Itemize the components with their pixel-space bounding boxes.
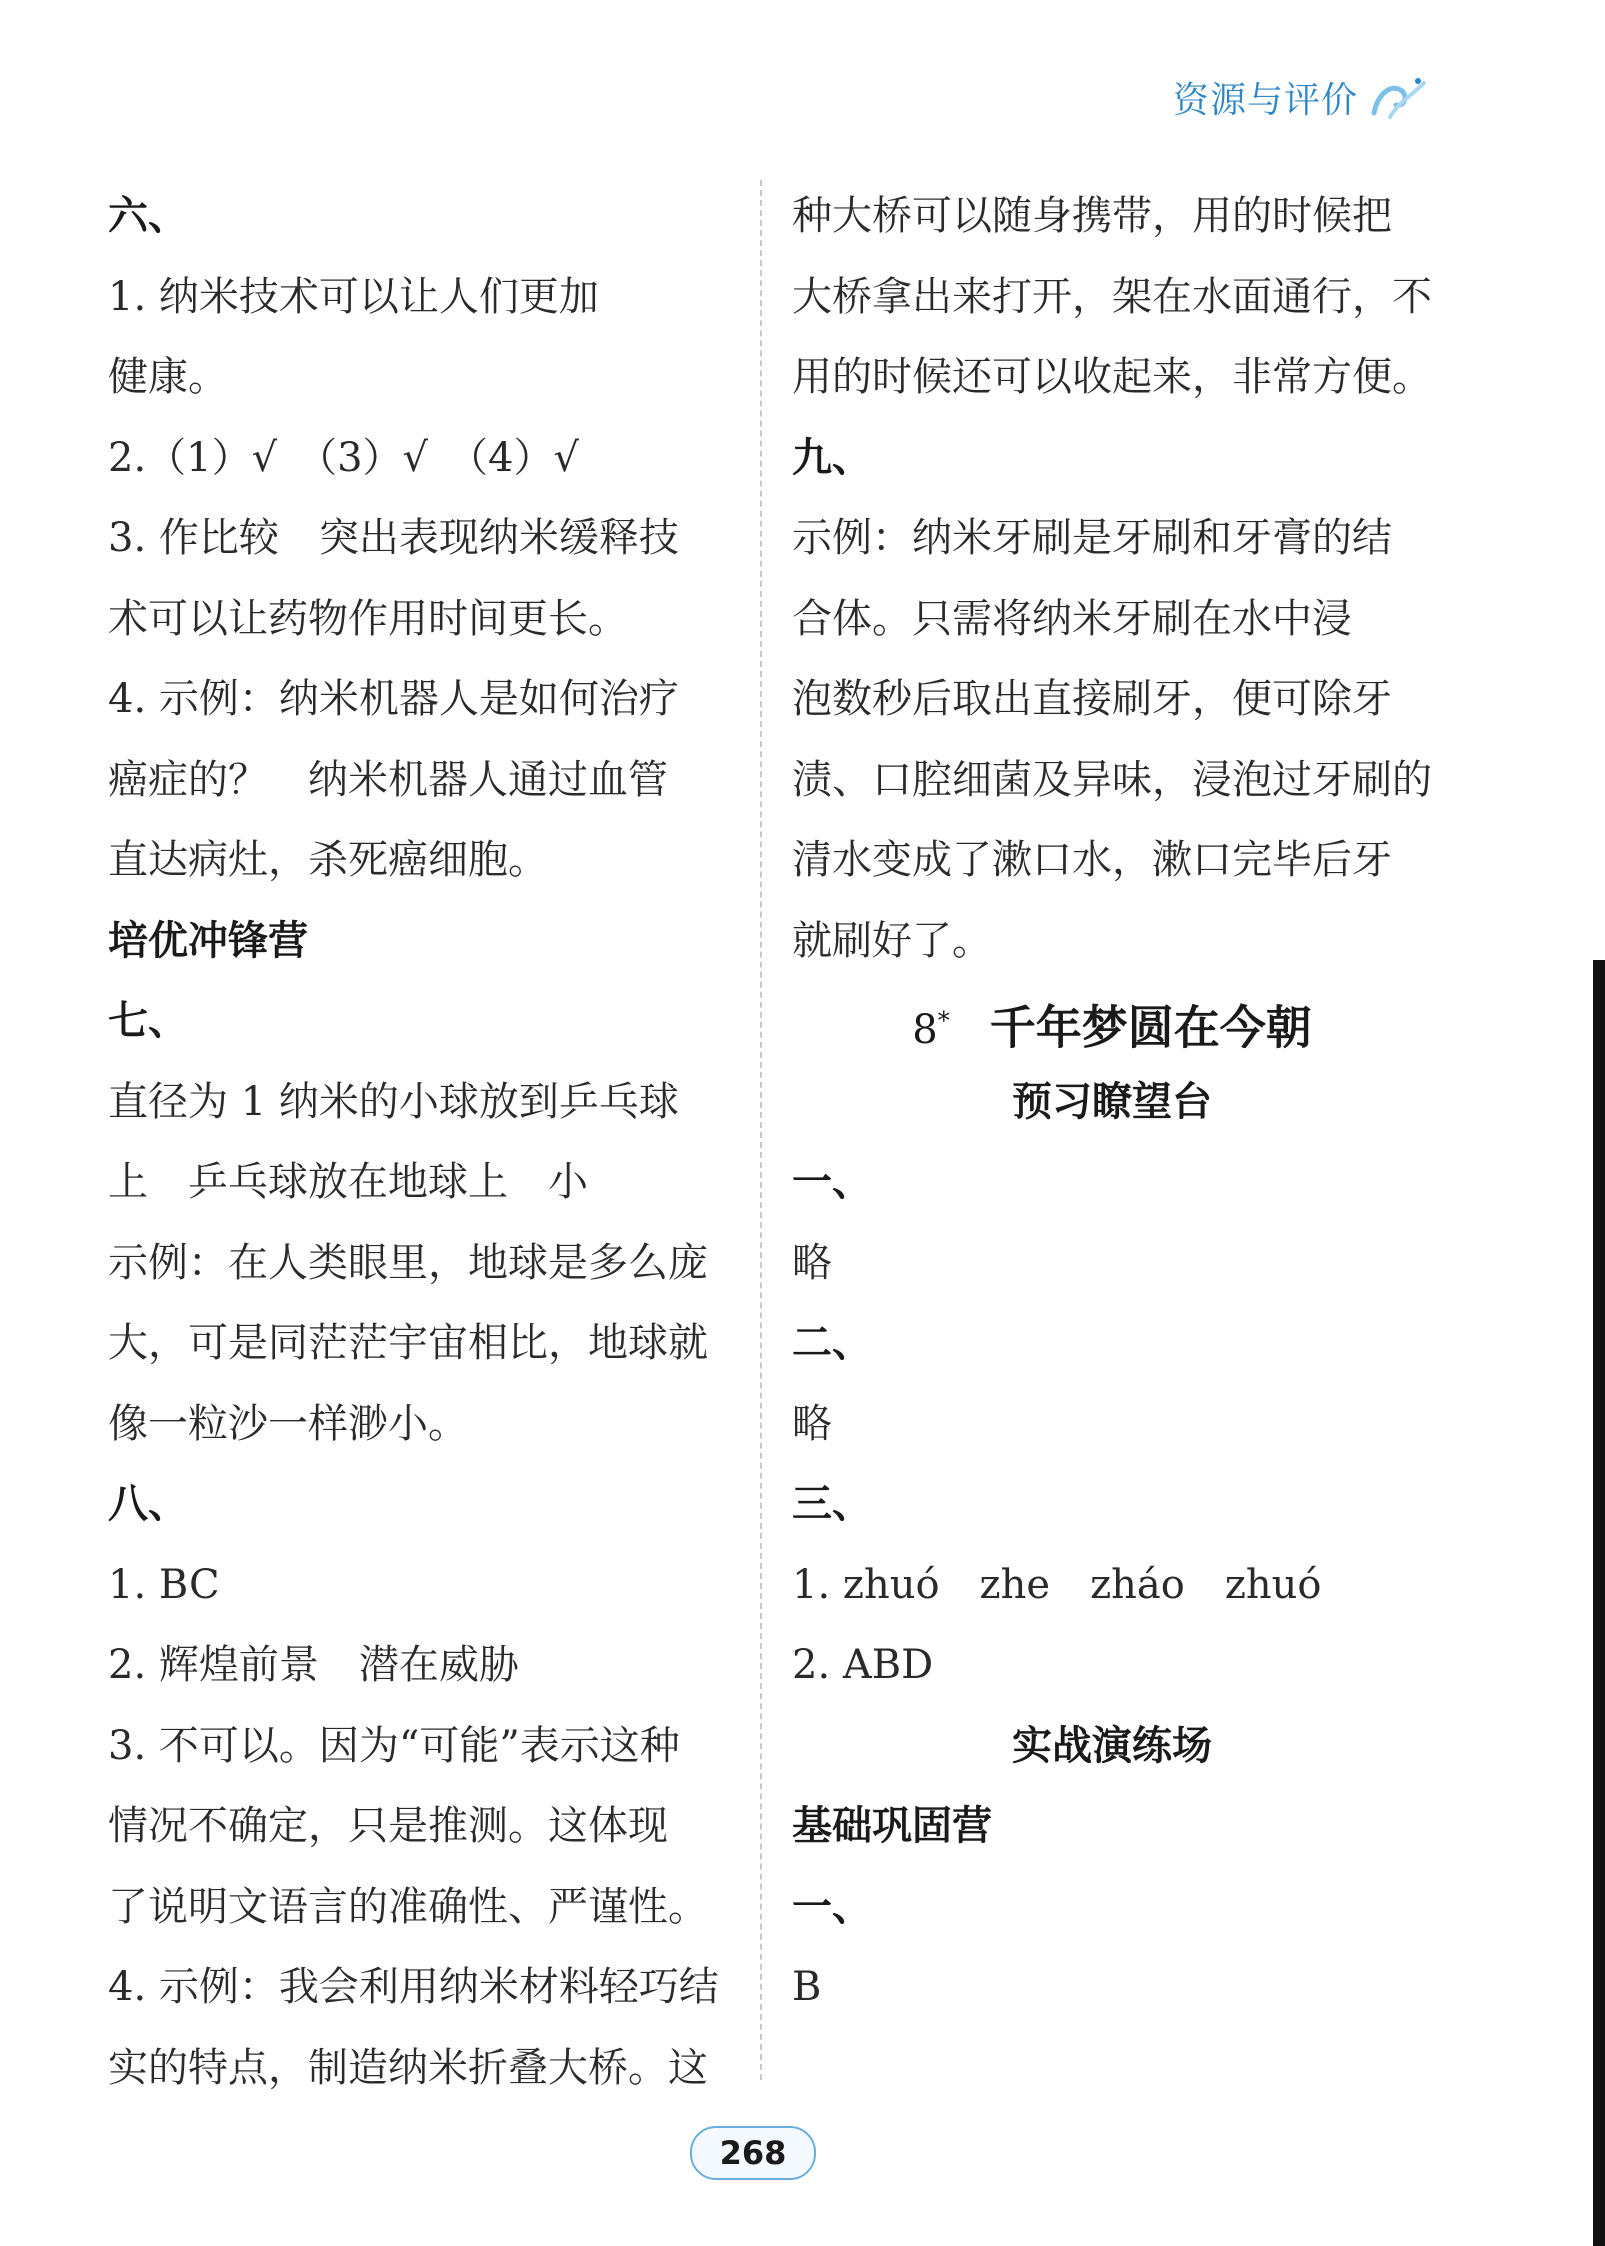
- answer-line: 了说明文语言的准确性、严谨性。: [108, 1883, 708, 1930]
- section-heading: 七、: [108, 998, 188, 1044]
- header-title: 资源与评价: [1172, 80, 1358, 121]
- answer-line: 3. 作比较 突出表现纳米缓释技: [108, 515, 679, 561]
- answer-line: 癌症的？ 纳米机器人通过血管: [108, 756, 668, 803]
- answer-line: 4. 示例：我会利用纳米材料轻巧结: [108, 1964, 719, 2010]
- answer-line: 实的特点，制造纳米折叠大桥。这: [108, 2044, 708, 2091]
- answer-line: 术可以让药物作用时间更长。: [108, 595, 628, 642]
- answer-line: 清水变成了漱口水，漱口完毕后牙: [792, 837, 1392, 883]
- answer-line: 用的时候还可以收起来，非常方便。: [792, 354, 1432, 400]
- answer-line: 3. 不可以。因为“可能”表示这种: [108, 1722, 680, 1769]
- section-heading: 基础巩固营: [792, 1803, 992, 1849]
- scan-edge-shadow: [1593, 960, 1605, 2246]
- answer-line: 2. ABD: [792, 1642, 934, 1688]
- column-divider: [760, 180, 762, 2080]
- answer-line: 健康。: [108, 354, 228, 400]
- answer-line: 4. 示例：纳米机器人是如何治疗: [108, 676, 679, 722]
- answer-line: 略: [792, 1239, 832, 1286]
- answer-line: 就刷好了。: [792, 917, 992, 964]
- lesson-title-text: 千年梦圆在今朝: [989, 1000, 1312, 1055]
- answer-line: 像一粒沙一样渺小。: [108, 1400, 468, 1447]
- right-column: [792, 176, 1432, 2028]
- answer-line: 直径为 1 纳米的小球放到乒乓球: [108, 1078, 679, 1125]
- section-heading: 培优冲锋营: [108, 917, 308, 964]
- answer-line: 1. 纳米技术可以让人们更加: [108, 273, 599, 320]
- left-column: [108, 176, 748, 2108]
- answer-line: 直达病灶，杀死癌细胞。: [108, 837, 548, 883]
- section-heading: 一、: [792, 1883, 872, 1930]
- section-heading: 三、: [792, 1481, 872, 1527]
- answer-line: 略: [792, 1400, 832, 1447]
- section-heading: 八、: [108, 1481, 188, 1527]
- answer-line: 示例：在人类眼里，地球是多么庞: [108, 1239, 708, 1286]
- answer-line: 示例：纳米牙刷是牙刷和牙膏的结: [792, 515, 1392, 561]
- answer-line: 泡数秒后取出直接刷牙，便可除牙: [792, 676, 1392, 722]
- section-heading: 六、: [108, 193, 188, 239]
- answer-line: 2.（1）√ （3）√ （4）√: [108, 434, 579, 481]
- answer-line: 渍、口腔细菌及异味，浸泡过牙刷的: [792, 756, 1432, 803]
- page-number: 268: [690, 2126, 816, 2180]
- answer-line: B: [792, 1964, 822, 2010]
- decorative-swirl-icon: [1368, 73, 1430, 123]
- answer-line: 合体。只需将纳米牙刷在水中浸: [792, 595, 1352, 642]
- answer-line: 1. BC: [108, 1561, 220, 1608]
- page-header: [1173, 72, 1430, 123]
- answer-line: 种大桥可以随身携带，用的时候把: [792, 193, 1392, 239]
- answer-line: 上 乒乓球放在地球上 小: [108, 1159, 588, 1205]
- answer-line: 1. zhuó zhe zháo zhuó: [792, 1561, 1322, 1608]
- answer-line: 2. 辉煌前景 潜在威胁: [108, 1642, 519, 1688]
- answer-line: 情况不确定，只是推测。这体现: [108, 1803, 668, 1849]
- lesson-number-wrap: [912, 1007, 949, 1053]
- answer-line: 大，可是同茫茫宇宙相比，地球就: [108, 1320, 708, 1366]
- section-title: 预习瞭望台: [1012, 1078, 1212, 1125]
- answer-line: 大桥拿出来打开，架在水面通行，不: [792, 273, 1432, 320]
- section-heading: 一、: [792, 1159, 872, 1205]
- section-title: 实战演练场: [1012, 1722, 1212, 1769]
- lesson-number-mark: *: [937, 1007, 950, 1035]
- lesson-title: [792, 981, 1432, 1062]
- lesson-number: 8: [912, 1007, 938, 1054]
- section-heading: 二、: [792, 1320, 872, 1366]
- section-heading: 九、: [792, 434, 872, 481]
